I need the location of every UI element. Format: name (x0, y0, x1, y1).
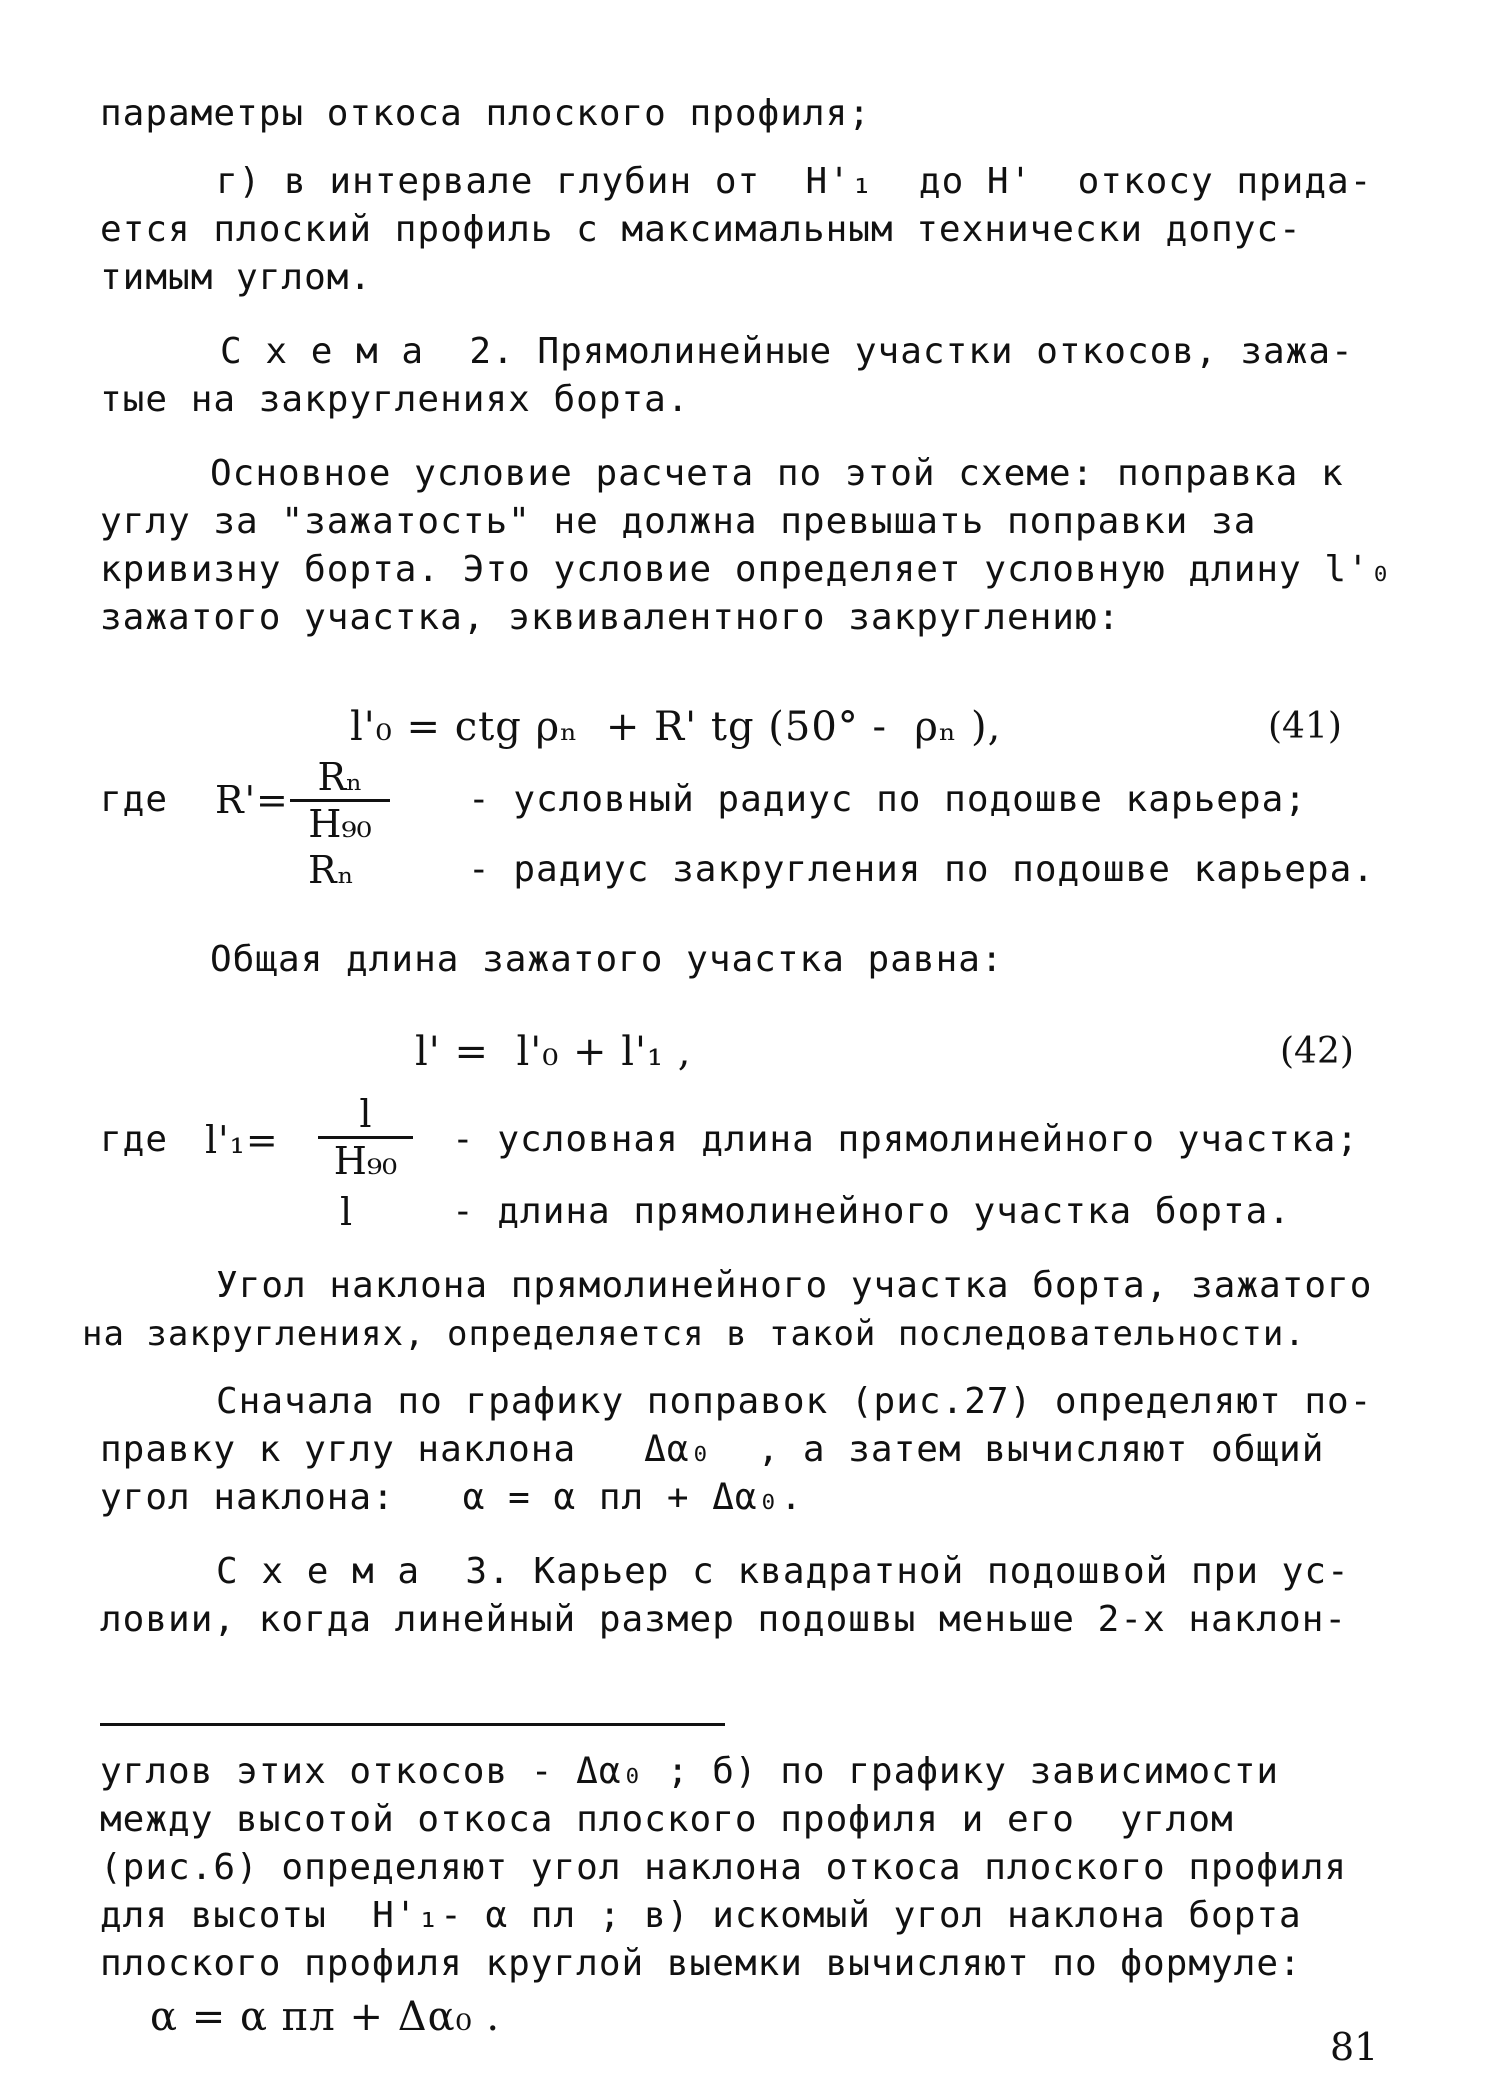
fraction-numerator: Rₙ (290, 755, 390, 802)
footnote-formula: α = α пл + Δα₀ . (150, 1994, 501, 2040)
text-line: кривизну борта. Это условие определяет условную длину l'₀ (100, 549, 1393, 590)
text-line: параметры откоса плоского профиля; (100, 93, 871, 134)
definition-text: - длина прямолинейного участка борта. (452, 1191, 1291, 1232)
where-label: где (100, 779, 169, 820)
text-line: Сначала по графику поправок (рис.27) определяют по- (216, 1381, 1373, 1422)
equation-number: (41) (1268, 706, 1342, 747)
fraction (318, 1092, 413, 1183)
definition-text: - условный радиус по подошве карьера; (468, 779, 1307, 820)
footnote-line: для высоты H'₁- α пл ; в) искомый угол наклона борта (100, 1895, 1302, 1936)
formula-lhs: l'₁= (205, 1118, 279, 1162)
formula-lhs: R'= (215, 778, 289, 822)
text-line: ется плоский профиль с максимальным технически допус- (100, 209, 1302, 250)
fraction-denominator: H₉₀ (333, 1139, 398, 1183)
text-line: зажатого участка, эквивалентного закруглению: (100, 597, 1121, 638)
equation-41: l'₀ = ctg ρₙ + R' tg (50° - ρₙ ), (350, 704, 1002, 750)
footnote-line: углов этих откосов - Δα₀ ; б) по графику зависимости (100, 1751, 1280, 1792)
symbol: l (340, 1190, 354, 1234)
text-line: г) в интервале глубин от H'₁ до H' откосу прида- (216, 161, 1373, 202)
where-label: где (100, 1119, 169, 1160)
text-line: С х е м а 2. Прямолинейные участки откосов, зажа- (220, 331, 1354, 372)
text-line: С х е м а 3. Карьер с квадратной подошвой при ус- (216, 1551, 1350, 1592)
text-line: угол наклона: α = α пл + Δα₀. (100, 1477, 803, 1518)
text-line: углу за "зажатость" не должна превышать поправки за (100, 501, 1257, 542)
footnote-divider (100, 1723, 725, 1726)
text-line: Общая длина зажатого участка равна: (210, 939, 1004, 980)
text-line: тимым углом. (100, 257, 373, 298)
text-line: ловии, когда линейный размер подошвы меньше 2-х наклон- (100, 1599, 1348, 1640)
text-line: Основное условие расчета по этой схеме: поправка к (210, 453, 1344, 494)
footnote-line: плоского профиля круглой выемки вычисляют по формуле: (100, 1943, 1302, 1984)
text-line: правку к углу наклона Δα₀ , а затем вычисляют общий (100, 1429, 1325, 1470)
equation-number: (42) (1280, 1031, 1354, 1072)
footnote-line: (рис.6) определяют угол наклона откоса плоского профиля (100, 1847, 1348, 1888)
fraction-numerator: l (318, 1092, 413, 1139)
definition-text: - условная длина прямолинейного участка; (452, 1119, 1359, 1160)
definition-text: - радиус закругления по подошве карьера. (468, 849, 1375, 890)
equation-42: l' = l'₀ + l'₁ , (415, 1029, 692, 1075)
symbol: Rₙ (308, 848, 356, 892)
page-number: 81 (1330, 2025, 1379, 2069)
text-line: тые на закруглениях борта. (100, 379, 690, 420)
text-line: Угол наклона прямолинейного участка борта, зажатого (216, 1265, 1373, 1306)
footnote-line: между высотой откоса плоского профиля и его углом (100, 1799, 1234, 1840)
fraction-denominator: H₉₀ (308, 802, 372, 846)
fraction (290, 755, 390, 846)
text-line: на закруглениях, определяется в такой последовательности. (82, 1314, 1306, 1354)
